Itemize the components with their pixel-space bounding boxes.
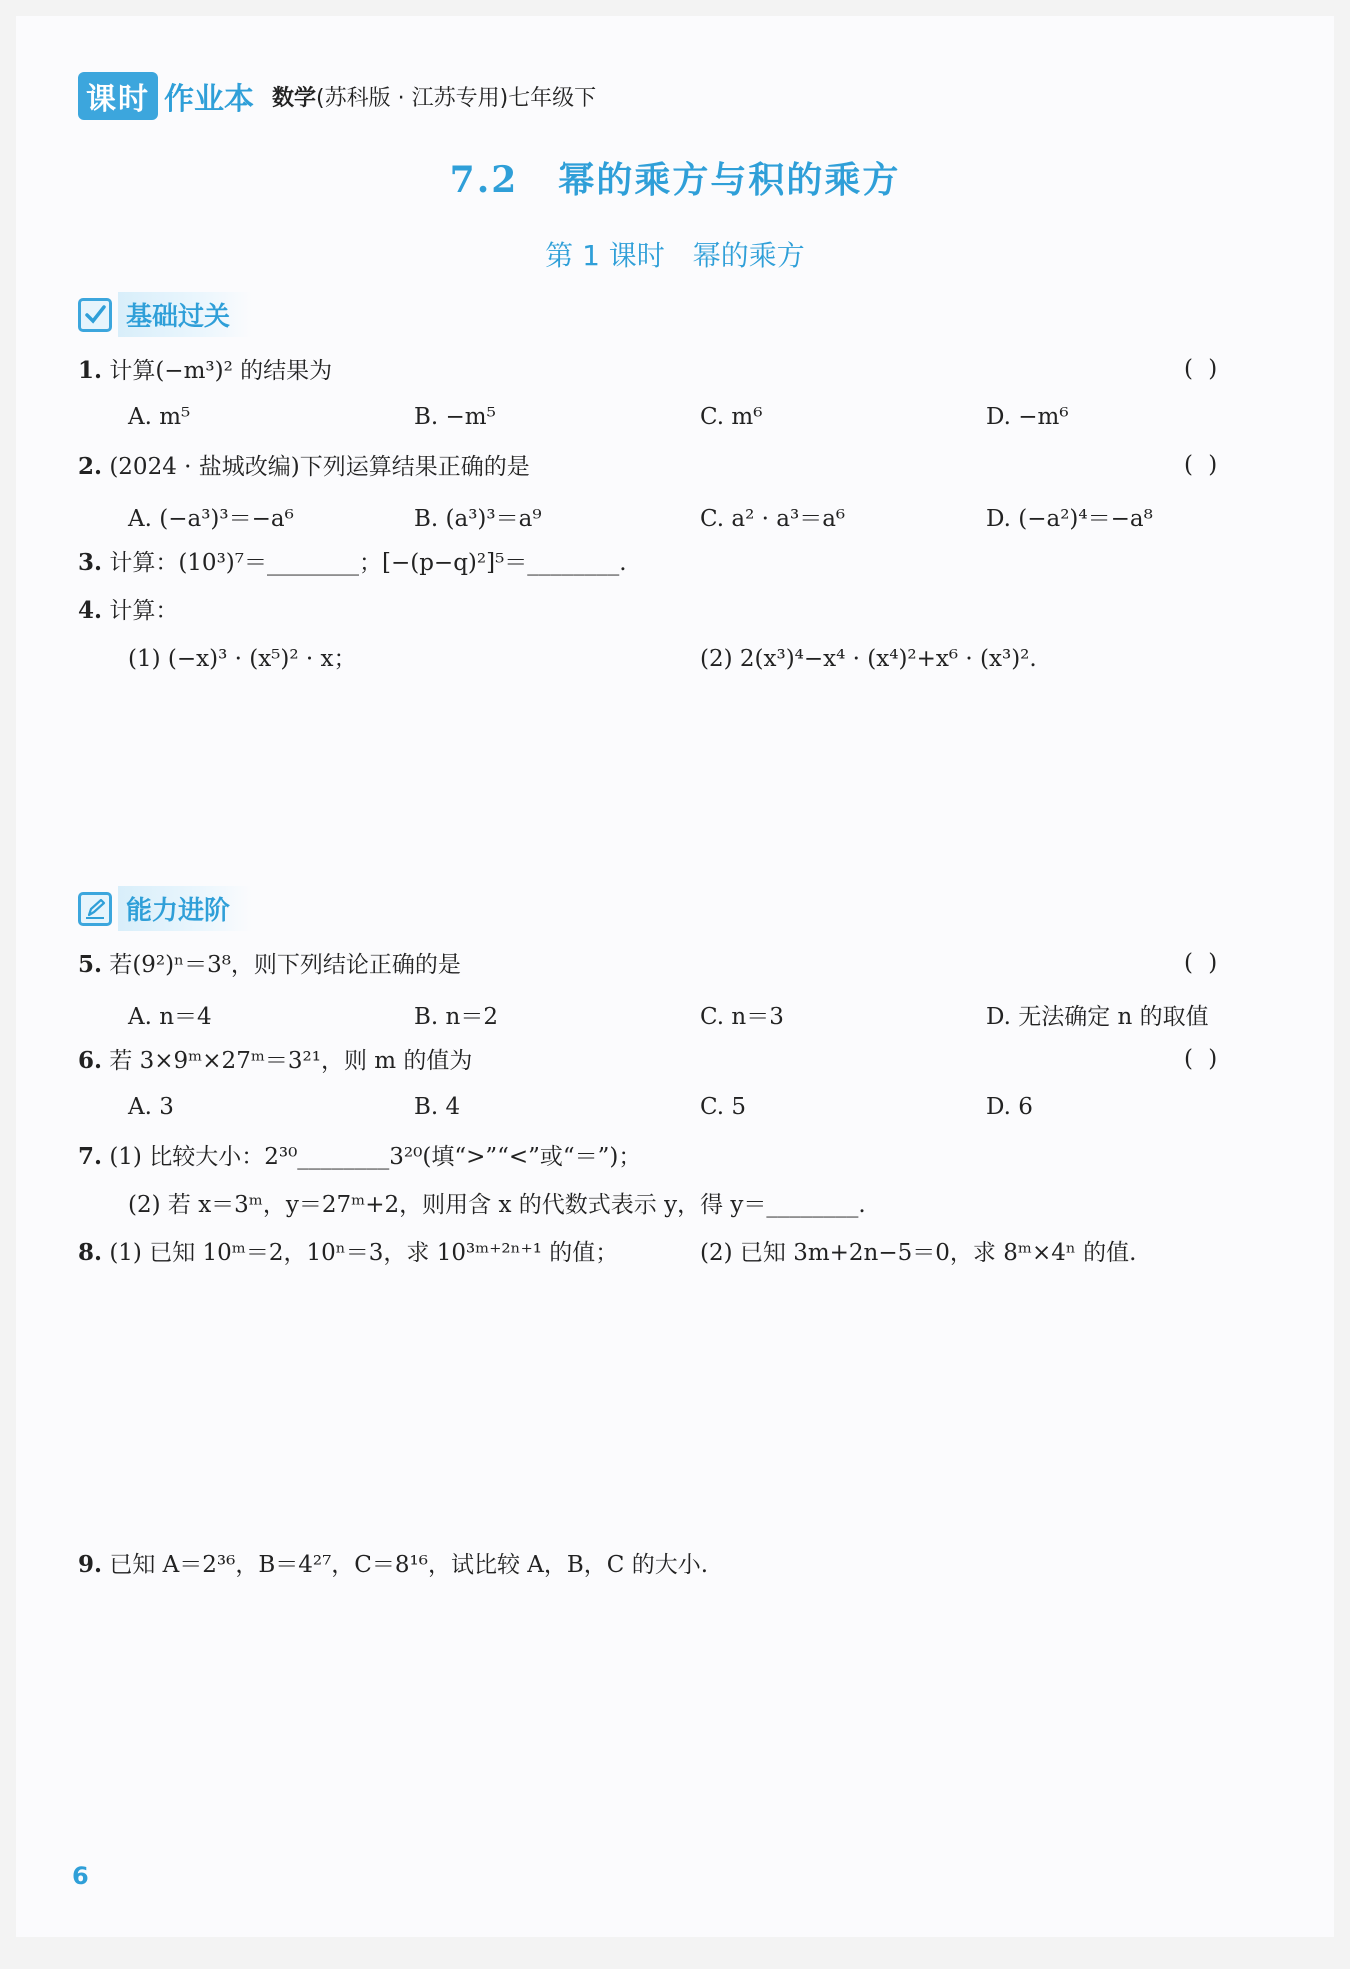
option-a: A. 3 (128, 1094, 174, 1120)
option-a: A. m⁵ (128, 404, 191, 430)
check-square-icon (78, 298, 112, 332)
option-a: A. (−a³)³＝−a⁶ (128, 506, 294, 532)
edition: (苏科版 · 江苏专用)七年级下 (316, 85, 597, 111)
logo-text: 作业本 (164, 82, 254, 117)
question-number: 6. (78, 1047, 103, 1074)
question-number: 3. (78, 549, 103, 576)
option-d: D. 无法确定 n 的取值 (986, 1004, 1209, 1030)
option-c: C. m⁶ (700, 404, 763, 430)
question-4-part-2: (2) 2(x³)⁴−x⁴ · (x⁴)²+x⁶ · (x³)². (700, 646, 1037, 672)
question-text: 计算(−m³)² 的结果为 (109, 358, 333, 384)
lesson-topic: 幂的乘方 (692, 239, 805, 272)
question-number: 1. (78, 357, 103, 384)
section-label: 能力进阶 (118, 886, 252, 931)
section-basic (78, 292, 252, 337)
lesson-period: 第 1 课时 (545, 239, 665, 272)
option-d: D. −m⁶ (986, 404, 1069, 430)
question-text: (2024 · 盐城改编)下列运算结果正确的是 (109, 454, 530, 480)
lesson-title (16, 152, 1334, 203)
question-text: 若 3×9ᵐ×27ᵐ＝3²¹，则 m 的值为 (109, 1048, 473, 1074)
question-text: 若(9²)ⁿ＝3⁸，则下列结论正确的是 (109, 952, 461, 978)
pencil-square-icon (78, 892, 112, 926)
subject: 数学 (272, 85, 317, 111)
question-7-part-1: (1) 比较大小：2³⁰________3²⁰(填“>”“<”或“＝”)； (109, 1144, 642, 1170)
page-number: 6 (72, 1862, 89, 1890)
option-b: B. −m⁵ (414, 404, 496, 430)
answer-paren: ( ) (1184, 950, 1222, 976)
option-b: B. n＝2 (414, 1004, 498, 1030)
page (16, 16, 1334, 1937)
question-number: 7. (78, 1143, 103, 1170)
question-3 (78, 548, 627, 578)
question-8-part-2: (2) 已知 3m+2n−5＝0，求 8ᵐ×4ⁿ 的值. (700, 1240, 1137, 1266)
lesson-title-text: 幂的乘方与积的乘方 (558, 159, 901, 201)
answer-paren: ( ) (1184, 1046, 1222, 1072)
question-5 (78, 950, 461, 980)
section-advanced (78, 886, 252, 931)
option-a: A. n＝4 (128, 1004, 212, 1030)
question-number: 9. (78, 1551, 103, 1578)
question-number: 2. (78, 453, 103, 480)
question-7 (78, 1142, 641, 1172)
question-9 (78, 1550, 708, 1580)
question-number: 8. (78, 1239, 103, 1266)
header (78, 72, 596, 120)
option-d: D. (−a²)⁴＝−a⁸ (986, 506, 1153, 532)
question-6 (78, 1046, 472, 1076)
option-c: C. 5 (700, 1094, 747, 1120)
question-text: 计算：(10³)⁷＝________；[−(p−q)²]⁵＝________. (109, 550, 627, 576)
section-label: 基础过关 (118, 292, 252, 337)
option-d: D. 6 (986, 1094, 1033, 1120)
option-b: B. (a³)³＝a⁹ (414, 506, 542, 532)
question-text: 已知 A＝2³⁶，B＝4²⁷，C＝8¹⁶，试比较 A，B，C 的大小. (109, 1552, 709, 1578)
answer-paren: ( ) (1184, 356, 1222, 382)
question-2 (78, 452, 530, 482)
logo-mark: 课时 (78, 72, 158, 120)
question-8-part-1: (1) 已知 10ᵐ＝2，10ⁿ＝3，求 10³ᵐ⁺²ⁿ⁺¹ 的值； (109, 1240, 619, 1266)
option-c: C. a² · a³＝a⁶ (700, 506, 846, 532)
question-8 (78, 1238, 618, 1268)
question-number: 5. (78, 951, 103, 978)
question-text: 计算： (109, 598, 179, 624)
question-1 (78, 356, 332, 386)
answer-paren: ( ) (1184, 452, 1222, 478)
question-4-part-1: (1) (−x)³ · (x⁵)² · x； (128, 646, 357, 672)
question-7-part-2: (2) 若 x＝3ᵐ，y＝27ᵐ+2，则用含 x 的代数式表示 y，得 y＝________. (128, 1192, 866, 1218)
book-info (272, 81, 596, 112)
option-b: B. 4 (414, 1094, 461, 1120)
lesson-subtitle (16, 234, 1334, 274)
question-number: 4. (78, 597, 103, 624)
option-c: C. n＝3 (700, 1004, 784, 1030)
lesson-number: 7.2 (449, 159, 519, 201)
question-4 (78, 596, 178, 626)
